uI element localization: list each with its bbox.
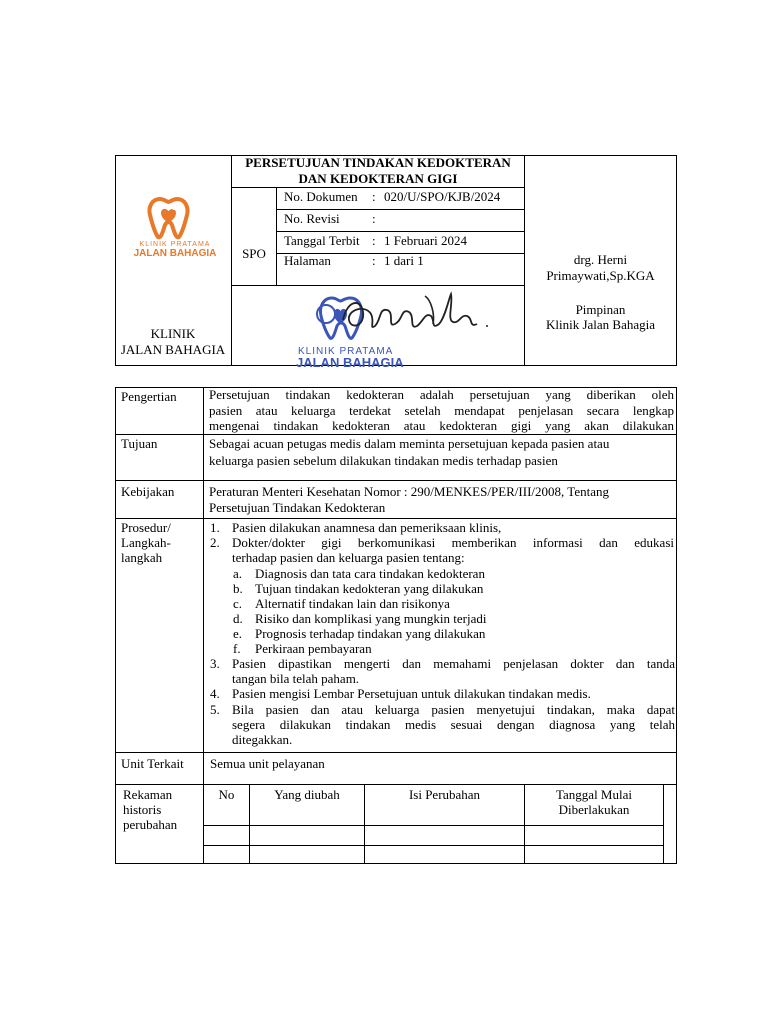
unit-terkait-value: Semua unit pelayanan — [210, 756, 325, 771]
tujuan-line: keluarga pasien sebelum dilakukan tindakan medis terhadap pasien — [209, 453, 558, 468]
signer-name-line2: Primaywati,Sp.KGA — [546, 268, 655, 283]
step-text: terhadap pasien dan keluarga pasien tentang: — [232, 550, 465, 565]
sub-step-letter: d. — [233, 611, 243, 626]
body-divider — [115, 518, 677, 519]
meta-sep: : — [372, 211, 376, 226]
step-number: 4. — [210, 686, 220, 701]
step-text: Bila pasien dan atau keluarga pasien menyetujui tindakan, maka dapat — [232, 702, 675, 717]
signer-role-line2: Klinik Jalan Bahagia — [545, 317, 656, 332]
prosedur-label: Prosedur/ — [121, 520, 171, 535]
history-col-isi-perubahan: Isi Perubahan — [408, 787, 481, 802]
sub-step-letter: f. — [233, 641, 241, 656]
step-text: segera dilakukan tindakan medis sesuai dengan diagnosa yang telah — [232, 717, 675, 732]
sub-step-text: Tujuan tindakan kedokteran yang dilakukan — [255, 581, 484, 596]
meta-label: No. Revisi — [284, 211, 340, 226]
clinic-stamp — [290, 290, 500, 370]
step-text: Pasien dipastikan mengerti dan memahami penjelasan dokter dan tanda — [232, 656, 675, 671]
step-text: Pasien dilakukan anamnesa dan pemeriksaan klinis, — [232, 520, 502, 535]
body-divider — [115, 752, 677, 753]
prosedur-label: Langkah- — [121, 535, 171, 550]
sub-step-text: Prognosis terhadap tindakan yang dilakukan — [255, 626, 486, 641]
history-divider — [663, 784, 664, 864]
document-title-line2: DAN KEDOKTERAN GIGI — [298, 171, 458, 186]
history-col-no: No — [218, 787, 235, 802]
clinic-logo — [130, 193, 220, 263]
rekaman-label: perubahan — [123, 817, 178, 832]
stamp-line1: KLINIK PRATAMA — [298, 346, 394, 357]
sub-step-letter: a. — [233, 566, 243, 581]
clinic-name-line2: JALAN BAHAGIA — [120, 342, 226, 357]
kebijakan-label: Kebijakan — [121, 484, 175, 499]
rekaman-label: Rekaman — [123, 787, 173, 802]
meta-sep: : — [372, 233, 376, 248]
sub-step-text: Perkiraan pembayaran — [255, 641, 372, 656]
sub-step-letter: e. — [233, 626, 243, 641]
sub-step-text: Risiko dan komplikasi yang mungkin terjadi — [255, 611, 487, 626]
tujuan-label: Tujuan — [121, 436, 158, 451]
body-divider — [115, 480, 677, 481]
step-text: tangan bila telah paham. — [232, 671, 360, 686]
meta-label: No. Dokumen — [284, 189, 358, 204]
body-divider — [115, 434, 677, 435]
tooth-logo-icon — [130, 193, 220, 241]
meta-label: Tanggal Terbit — [284, 233, 360, 248]
step-text: Dokter/dokter gigi berkomunikasi memberikan informasi dan edukasi — [232, 535, 674, 550]
meta-sep: : — [372, 189, 376, 204]
pengertian-line: pasien atau keluarga terdekat setelah mendapat penjelasan secara lengkap — [209, 403, 674, 418]
step-number: 5. — [210, 702, 220, 717]
unit-terkait-label: Unit Terkait — [121, 756, 184, 771]
sub-step-letter: b. — [233, 581, 243, 596]
history-divider — [203, 845, 663, 846]
pengertian-label: Pengertian — [121, 389, 177, 404]
step-number: 2. — [210, 535, 220, 550]
signature-icon — [335, 290, 495, 340]
logo-line2: JALAN BAHAGIA — [133, 248, 217, 259]
tujuan-line: Sebagai acuan petugas medis dalam meminta persetujuan kepada pasien atau — [209, 436, 610, 451]
history-col-yang-diubah: Yang diubah — [274, 787, 340, 802]
history-col-tanggal: Tanggal Mulai — [556, 787, 632, 802]
spo-label: SPO — [242, 246, 266, 261]
prosedur-label: langkah — [121, 550, 163, 565]
signer-role-line1: Pimpinan — [575, 302, 626, 317]
step-text: ditegakkan. — [232, 732, 293, 747]
sub-step-text: Alternatif tindakan lain dan risikonya — [255, 596, 450, 611]
clinic-name-line1: KLINIK — [150, 326, 196, 341]
history-divider — [203, 825, 663, 826]
meta-value: 020/U/SPO/KJB/2024 — [384, 189, 501, 204]
meta-sep: : — [372, 253, 376, 268]
meta-label: Halaman — [284, 253, 331, 268]
sub-step-text: Diagnosis dan tata cara tindakan kedokteran — [255, 566, 485, 581]
rekaman-label: historis — [123, 802, 162, 817]
sub-step-letter: c. — [233, 596, 243, 611]
step-number: 1. — [210, 520, 220, 535]
logo-line1: KLINIK PRATAMA — [139, 241, 211, 248]
history-col-tanggal: Diberlakukan — [558, 802, 630, 817]
document-title-line1: PERSETUJUAN TINDAKAN KEDOKTERAN — [245, 155, 511, 170]
step-text: Pasien mengisi Lembar Persetujuan untuk dilakukan tindakan medis. — [232, 686, 591, 701]
meta-value: 1 Februari 2024 — [384, 233, 468, 248]
signer-name-line1: drg. Herni — [573, 252, 628, 267]
step-number: 3. — [210, 656, 220, 671]
pengertian-line: Persetujuan tindakan kedokteran adalah persetujuan yang diberikan oleh — [209, 387, 674, 402]
kebijakan-line: Persetujuan Tindakan Kedokteran — [209, 500, 386, 515]
pengertian-line: mengenai tindakan kedokteran atau kedokteran gigi yang akan dilakukan — [209, 418, 674, 433]
header-divider — [276, 231, 524, 232]
kebijakan-line: Peraturan Menteri Kesehatan Nomor : 290/MENKES/PER/III/2008, Tentang — [209, 484, 609, 499]
body-divider — [115, 784, 677, 785]
header-divider — [231, 285, 524, 286]
header-divider — [231, 187, 524, 188]
meta-value: 1 dari 1 — [384, 253, 424, 268]
stamp-line2: JALAN BAHAGIA — [296, 355, 404, 370]
header-divider — [276, 187, 277, 285]
header-divider — [276, 209, 524, 210]
